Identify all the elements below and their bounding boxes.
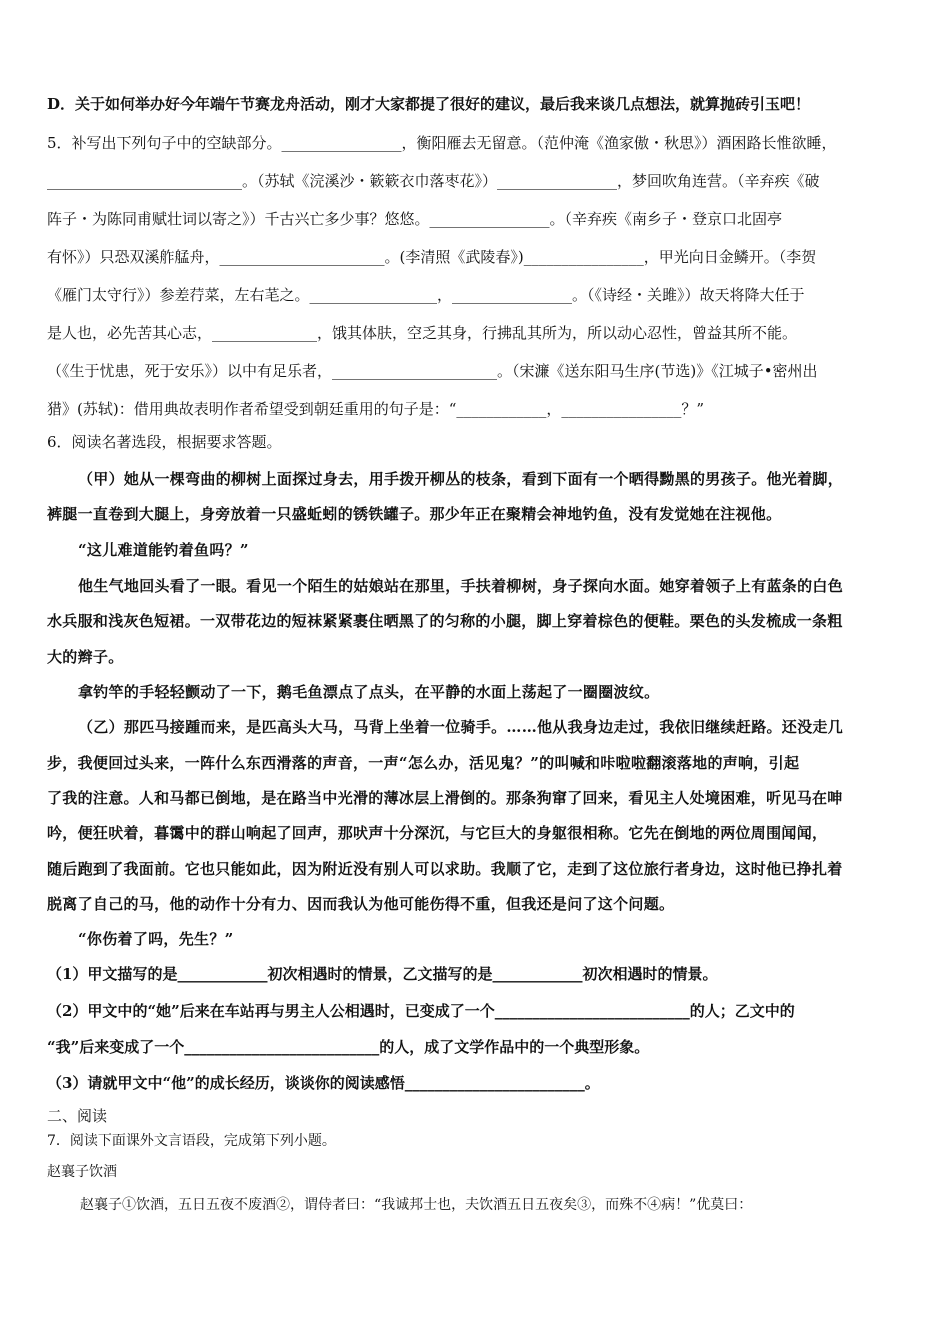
text-line: 赵襄子饮酒 (47, 1164, 117, 1180)
text-line: 脱离了自己的马，他的动作十分有力、因而我认为他可能伤得不重，但我还是问了这个问题。 (47, 895, 675, 913)
text-line: 6．阅读名著选段，根据要求答题。 (47, 433, 282, 451)
text-line: 随后跑到了我面前。它也只能如此，因为附近没有别人可以求助。我顺了它，走到了这位旅行者身边，这时他已挣扎着 (47, 860, 843, 878)
text-line: 赵襄子①饮酒，五日五夜不废酒②，谓侍者曰：“我诚邦士也，夫饮酒五日五夜矣③，而殊不④病！”优莫曰： (80, 1197, 753, 1213)
text-line: （1）甲文描写的是____________初次相遇时的情景，乙文描写的是____________初次相遇时的情景。 (47, 965, 718, 983)
text-line: 吟，便狂吠着，暮霭中的群山响起了回声，那吠声十分深沉，与它巨大的身躯很相称。它先在倒地的两位周围闻闻， (47, 824, 828, 842)
text-line: D．关于如何举办好今年端午节赛龙舟活动，刚才大家都提了很好的建议，最后我来谈几点想法，就算抛砖引玉吧！ (47, 95, 811, 113)
text-line: __________________________。（苏轼《浣溪沙・簌簌衣巾落枣花》）________________，梦回吹角连营。（辛弃疾《破 (47, 172, 820, 190)
text-line: 了我的注意。人和马都已倒地，是在路当中光滑的薄冰层上滑倒的。那条狗窜了回来，看见主人处境困难，听见马在呻 (47, 789, 843, 807)
text-line: 拿钓竿的手轻轻颤动了一下，鹅毛鱼漂点了点头，在平静的水面上荡起了一圈圈波纹。 (78, 683, 660, 701)
text-line: （《生于忧患，死于安乐》）以中有足乐者，______________________。（宋濂《送东阳马生序(节选)》《江城子•密州出 (47, 362, 818, 380)
text-line: 水兵服和浅灰色短裙。一双带花边的短袜紧紧裹住晒黑了的匀称的小腿，脚上穿着棕色的便鞋。栗色的头发梳成一条粗 (47, 612, 843, 630)
text-line: 是人也，必先苦其心志，______________，饿其体肤，空乏其身，行拂乱其所为，所以动心忍性，曾益其所不能。 (47, 324, 798, 342)
text-line: 7．阅读下面课外文言语段，完成第下列小题。 (47, 1133, 336, 1149)
text-line: 5．补写出下列句子中的空缺部分。________________，衡阳雁去无留意。（范仲淹《渔家傲・秋思》）酒困路长惟欲睡， (47, 134, 837, 152)
text-line: “我”后来变成了一个__________________________的人，成了文学作品中的一个典型形象。 (47, 1038, 650, 1056)
text-line: 有怀》）只恐双溪舴艋舟，______________________。(李清照《武陵春》)________________，甲光向日金鳞开。（李贺 (47, 248, 817, 266)
text-line: 二、阅读 (47, 1107, 108, 1125)
text-line: （乙）那匹马接踵而来，是匹高头大马，马背上坐着一位骑手。……他从我身边走过，我依旧继续赶路。还没走几 (78, 718, 844, 736)
text-line: （甲）她从一棵弯曲的柳树上面探过身去，用手拨开柳丛的枝条，看到下面有一个晒得黝黑的男孩子。他光着脚， (78, 470, 844, 488)
text-line: 阵子・为陈同甫赋壮词以寄之》）千古兴亡多少事？悠悠。________________。（辛弃疾《南乡子・登京口北固亭 (47, 210, 783, 228)
text-line: 大的辫子。 (47, 648, 124, 666)
text-line: 步，我便回过头来，一阵什么东西滑落的声音，一声“怎么办，活见鬼？”的叫喊和咔啦啦翻滚落地的声响，引起 (47, 754, 800, 772)
text-line: 猎》(苏轼)：借用典故表明作者希望受到朝廷重用的句子是：“____________，________________？” (47, 400, 705, 418)
text-line: “你伤着了吗，先生？” (78, 930, 234, 948)
text-line: “这儿难道能钓着鱼吗？” (78, 541, 249, 559)
text-line: 裤腿一直卷到大腿上，身旁放着一只盛蚯蚓的锈铁罐子。那少年正在聚精会神地钓鱼，没有发觉她在注视他。 (47, 505, 782, 523)
text-line: 《雁门太守行》）参差荇菜，左右芼之。_________________，________________。（《诗经・关雎》）故天将降大任于 (47, 286, 805, 304)
text-line: （2）甲文中的“她”后来在车站再与男主人公相遇时，已变成了一个__________________________的人；乙文中的 (47, 1002, 795, 1020)
text-line: （3）请就甲文中“他”的成长经历，谈谈你的阅读感悟________________________。 (47, 1074, 600, 1092)
text-line: 他生气地回头看了一眼。看见一个陌生的姑娘站在那里，手扶着柳树，身子探向水面。她穿着领子上有蓝条的白色 (78, 577, 844, 595)
